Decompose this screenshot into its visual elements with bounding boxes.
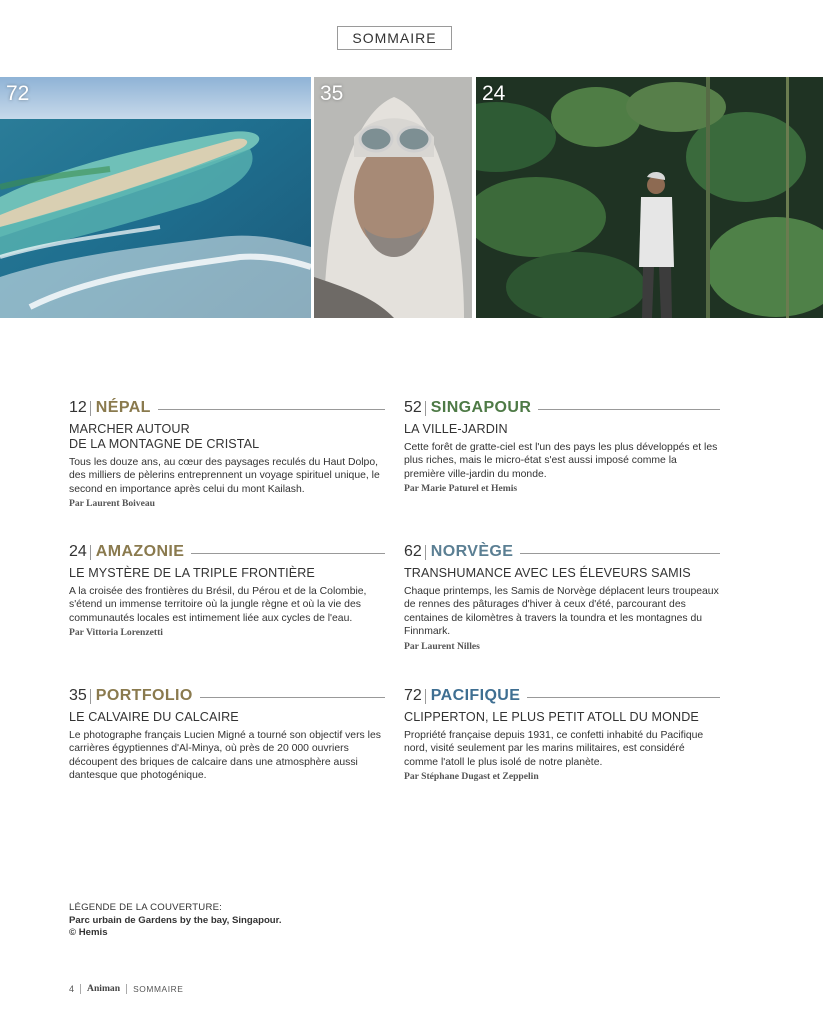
- caption-credit: © Hemis: [69, 927, 108, 938]
- article-author: Par Laurent Boiveau: [69, 498, 155, 510]
- separator: [425, 401, 426, 416]
- article-summary: Le photographe français Lucien Migné a tourné son objectif vers les carrières égyptiennes d'Al-Minya, où près de 20 000 ouvriers découpent des briques de calcaire dans une atmosphère aussi dantesque que photogénique.: [69, 730, 381, 782]
- article-title: [69, 422, 385, 452]
- article-summary: Tous les douze ans, au cœur des paysages reculés du Haut Dolpo, des milliers de pèlerins entreprennent un voyage spirituel unique, le second en importance après celui du mont Kailash.: [69, 457, 380, 495]
- separator: [425, 689, 426, 704]
- footer-page-number: 4: [69, 983, 75, 994]
- article-author: Par Laurent Nilles: [404, 640, 480, 652]
- separator: [90, 689, 91, 704]
- separator: [425, 545, 426, 560]
- rule-line: [527, 697, 720, 698]
- separator: [126, 984, 127, 994]
- article-category: AMAZONIE: [95, 543, 185, 560]
- article-page-number: 72: [404, 687, 422, 704]
- article-title: CLIPPERTON, LE PLUS PETIT ATOLL DU MONDE: [404, 710, 699, 724]
- jungle-image: [476, 77, 823, 318]
- article-page-number: 52: [404, 399, 422, 416]
- article-summary: Cette forêt de gratte-ciel est l'un des pays les plus développés et les plus riches, mais le micro-état s'est aussi imposé comme la première ville-jardin du monde.: [404, 442, 718, 480]
- article-summary: A la croisée des frontières du Brésil, du Pérou et de la Colombie, s'étend un immense territoire où la jungle règne et où la vie des communautés locales est intimement liée aux cycles de l'eau.: [69, 586, 367, 624]
- portrait-image: [314, 77, 472, 318]
- rule-line: [200, 697, 385, 698]
- article-heading: [404, 686, 720, 706]
- article-heading: [404, 398, 720, 418]
- photo-jungle[interactable]: [476, 77, 823, 318]
- page-number-badge: 72: [6, 82, 30, 105]
- page-number-badge: 24: [482, 82, 506, 105]
- page-title: SOMMAIRE: [337, 26, 452, 50]
- article-category: NORVÈGE: [430, 543, 514, 560]
- rule-line: [191, 553, 385, 554]
- article-author: Par Stéphane Dugast et Zeppelin: [404, 771, 539, 783]
- article-norvege[interactable]: [404, 542, 720, 652]
- rule-line: [538, 409, 720, 410]
- article-page-number: 35: [69, 687, 87, 704]
- caption-text: Parc urbain de Gardens by the bay, Singapour.: [69, 914, 282, 926]
- article-page-number: 62: [404, 543, 422, 560]
- article-title: LE MYSTÈRE DE LA TRIPLE FRONTIÈRE: [69, 566, 315, 580]
- article-summary: Propriété française depuis 1931, ce confetti inhabité du Pacifique nord, visité seulement par les marins militaires, est considéré comme l'atoll le plus isolé de notre planète.: [404, 730, 704, 768]
- page-footer: [69, 983, 183, 994]
- article-title-line: MARCHER AUTOUR: [69, 422, 190, 436]
- atoll-image: [0, 77, 311, 318]
- separator: [80, 984, 81, 994]
- footer-section: SOMMAIRE: [133, 983, 184, 994]
- article-category: PORTFOLIO: [95, 687, 193, 704]
- article-author: Par Vittoria Lorenzetti: [69, 627, 163, 639]
- article-title: TRANSHUMANCE AVEC LES ÉLEVEURS SAMIS: [404, 566, 691, 580]
- article-category: NÉPAL: [95, 399, 151, 416]
- article-page-number: 24: [69, 543, 87, 560]
- article-author: Par Marie Paturel et Hemis: [404, 483, 518, 495]
- article-nepal[interactable]: [69, 398, 385, 509]
- rule-line: [158, 409, 385, 410]
- separator: [90, 545, 91, 560]
- article-category: PACIFIQUE: [430, 687, 521, 704]
- article-page-number: 12: [69, 399, 87, 416]
- article-singapour[interactable]: [404, 398, 720, 494]
- rule-line: [520, 553, 720, 554]
- article-heading: [69, 686, 385, 706]
- article-heading: [404, 542, 720, 562]
- article-heading: [69, 542, 385, 562]
- page-number-badge: 35: [320, 82, 344, 105]
- caption-label: LÉGENDE DE LA COUVERTURE:: [69, 902, 223, 913]
- article-pacifique[interactable]: [404, 686, 720, 782]
- photo-portrait[interactable]: [314, 77, 472, 318]
- article-portfolio[interactable]: [69, 686, 385, 783]
- cover-caption: [69, 902, 282, 940]
- article-category: SINGAPOUR: [430, 399, 532, 416]
- separator: [90, 401, 91, 416]
- article-amazonie[interactable]: [69, 542, 385, 638]
- article-heading: [69, 398, 385, 418]
- article-title: LE CALVAIRE DU CALCAIRE: [69, 710, 239, 724]
- photo-atoll[interactable]: [0, 77, 311, 318]
- article-summary: Chaque printemps, les Samis de Norvège déplacent leurs troupeaux de rennes des pâturages d'hiver à ceux d'été, parcourant des centaines de kilomètres à travers la toundra et les montagnes du Finnmark.: [404, 586, 719, 638]
- article-title-line: DE LA MONTAGNE DE CRISTAL: [69, 437, 260, 451]
- footer-brand: Animan: [87, 983, 121, 994]
- article-title: LA VILLE-JARDIN: [404, 422, 508, 436]
